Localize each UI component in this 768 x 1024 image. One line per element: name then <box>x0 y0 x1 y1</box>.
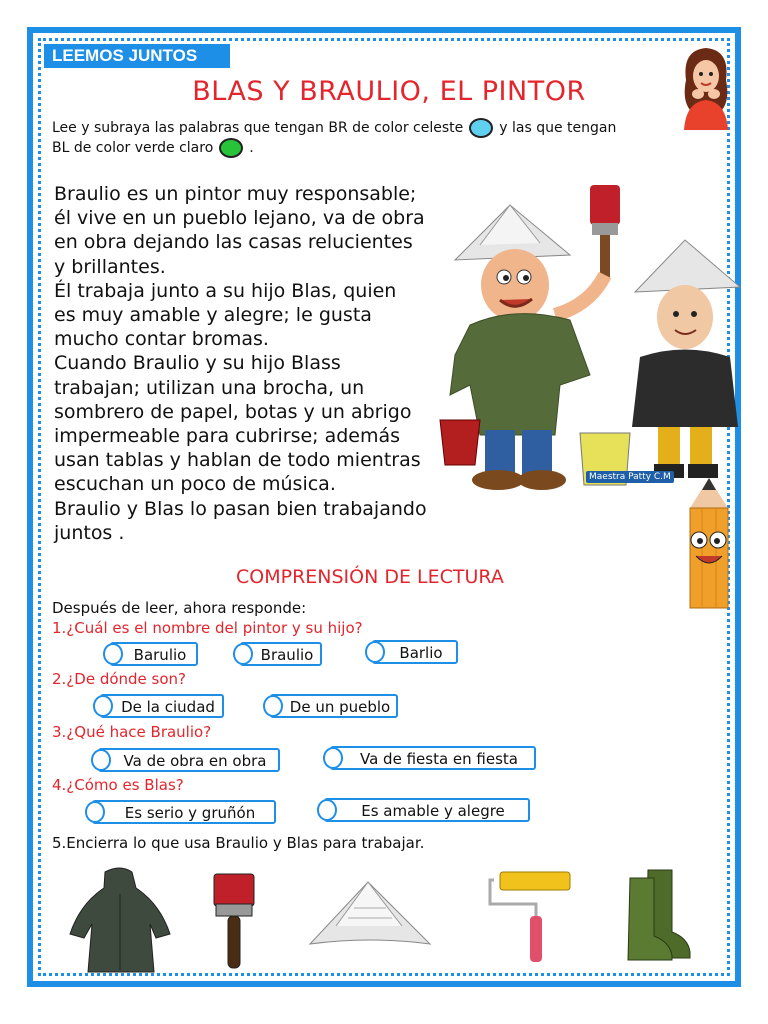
story-line: en obra dejando las casas relucientes <box>54 231 413 254</box>
paint-roller-icon[interactable] <box>488 870 572 964</box>
light-blue-circle-icon <box>469 118 493 138</box>
option-q1-braulio[interactable]: Braulio <box>240 642 322 666</box>
question-1: 1.¿Cuál es el nombre del pintor y su hijo? <box>52 619 363 637</box>
comprehension-intro: Después de leer, ahora responde: <box>52 599 307 617</box>
comprehension-title: COMPRENSIÓN DE LECTURA <box>236 566 504 588</box>
story-line: Braulio es un pintor muy responsable; <box>54 183 417 205</box>
instruction-text: Lee y subraya las palabras que tengan BR de color celeste <box>52 120 464 136</box>
credit-label: Maestra Patty C.M <box>586 471 674 483</box>
instruction-text: . <box>249 140 254 156</box>
option-q3-obra[interactable]: Va de obra en obra <box>98 748 280 772</box>
rubber-boots-icon[interactable] <box>626 866 710 962</box>
story-line: escuchan un poco de música. <box>54 473 336 496</box>
radio-circle-icon[interactable] <box>233 643 253 665</box>
story-line: trabajan; utilizan una brocha, un <box>54 376 365 399</box>
radio-circle-icon[interactable] <box>103 643 123 665</box>
radio-circle-icon[interactable] <box>263 695 283 717</box>
light-green-circle-icon <box>219 138 243 158</box>
paintbrush-icon[interactable] <box>208 870 260 970</box>
story-line: usan tablas y hablan de todo mientras <box>54 449 421 472</box>
radio-circle-icon[interactable] <box>317 799 337 821</box>
radio-circle-icon[interactable] <box>93 695 113 717</box>
story-line: Cuando Braulio y su hijo Blass <box>54 352 341 375</box>
option-q4-serio[interactable]: Es serio y gruñón <box>92 800 276 824</box>
question-3: 3.¿Qué hace Braulio? <box>52 723 212 741</box>
page-title: BLAS Y BRAULIO, EL PINTOR <box>192 76 586 107</box>
option-q1-barulio[interactable]: Barulio <box>110 642 198 666</box>
story-line: Él trabaja junto a su hijo Blas, quien <box>54 279 397 302</box>
option-q1-barlio[interactable]: Barlio <box>372 640 458 664</box>
story-line: y brillantes. <box>54 255 166 278</box>
question-2: 2.¿De dónde son? <box>52 670 187 688</box>
option-q3-fiesta[interactable]: Va de fiesta en fiesta <box>330 746 536 770</box>
teacher-avatar-icon <box>676 40 736 130</box>
radio-circle-icon[interactable] <box>91 749 111 771</box>
boy-illustration <box>630 232 745 492</box>
story-line: sombrero de papel, botas y un abrigo <box>54 400 412 423</box>
radio-circle-icon[interactable] <box>85 801 105 823</box>
radio-circle-icon[interactable] <box>323 747 343 769</box>
instructions <box>52 118 692 158</box>
paper-hat-icon[interactable] <box>308 878 432 954</box>
story-line: él vive en un pueblo lejano, va de obra <box>54 207 425 230</box>
story-line: juntos . <box>54 521 125 544</box>
story-line: impermeable para cubrirse; además <box>54 425 401 448</box>
story-text <box>54 182 454 545</box>
question-4: 4.¿Cómo es Blas? <box>52 776 184 794</box>
option-q2-pueblo[interactable]: De un pueblo <box>270 694 398 718</box>
instruction-text: y las que tengan <box>499 120 617 136</box>
option-q4-amable[interactable]: Es amable y alegre <box>324 798 530 822</box>
option-q2-ciudad[interactable]: De la ciudad <box>100 694 224 718</box>
instruction-text: BL de color verde claro <box>52 140 214 156</box>
radio-circle-icon[interactable] <box>365 641 385 663</box>
section-banner: LEEMOS JUNTOS <box>44 44 230 68</box>
raincoat-icon[interactable] <box>70 864 170 974</box>
pencil-mascot-icon <box>680 478 738 618</box>
question-5: 5.Encierra lo que usa Braulio y Blas para trabajar. <box>52 834 425 852</box>
story-line: mucho contar bromas. <box>54 328 269 351</box>
story-line: Braulio y Blas lo pasan bien trabajando <box>54 497 427 520</box>
story-line: es muy amable y alegre; le gusta <box>54 304 372 327</box>
